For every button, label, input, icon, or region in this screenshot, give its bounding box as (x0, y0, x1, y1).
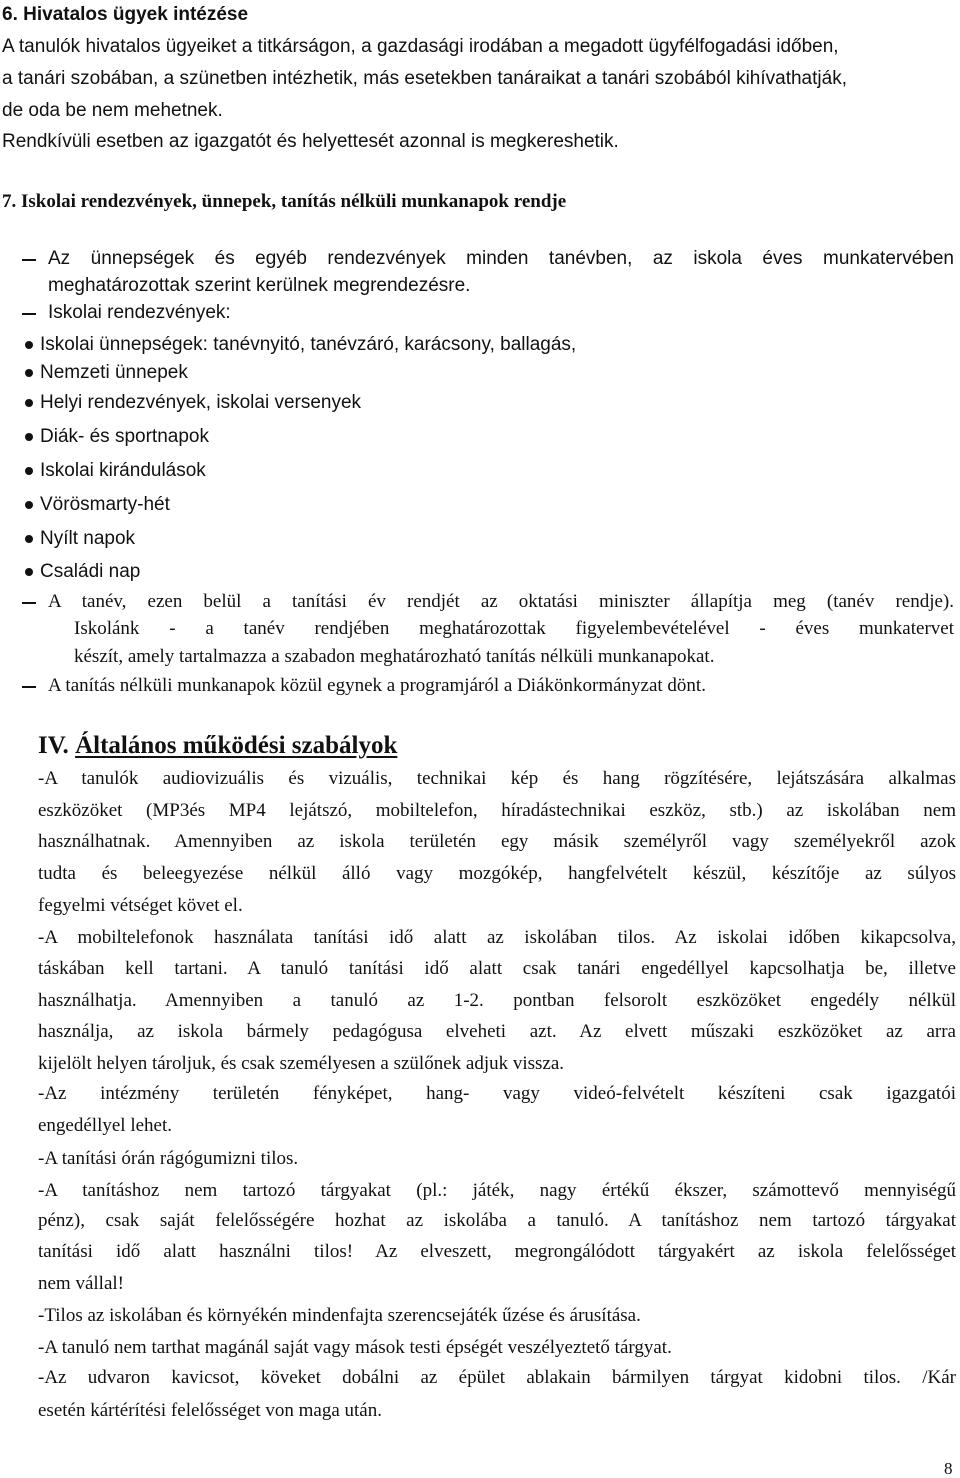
bullet-icon (22, 532, 36, 546)
dash-bullet-icon (22, 686, 36, 688)
section-iv-line: eszközöket (MP3és MP4 lejátszó, mobiltelefon, híradástechnikai eszköz, stb.) az iskolában nem (38, 800, 956, 821)
bullet-icon (22, 565, 36, 579)
list-item: Helyi rendezvények, iskolai versenyek (40, 392, 362, 413)
section-6-line: a tanári szobában, a szünetben intézhetik, más esetekben tanáraikat a tanári szobából kihívathatják, (2, 68, 847, 89)
bullet-icon (22, 396, 36, 410)
section-iv-line: -A tanítási órán rágógumizni tilos. (38, 1148, 299, 1169)
section-iv-line: használhatnak. Amennyiben az iskola területén egy másik személyről vagy személyekről azok (38, 831, 956, 852)
section-iv-line: -A tanulók audiovizuális és vizuális, technikai kép és hang rögzítésére, lejátszására alkalmas (38, 768, 956, 789)
section-iv-line: -A tanításhoz nem tartozó tárgyakat (pl.: játék, nagy értékű ékszer, számottevő mennyiségű (38, 1180, 956, 1201)
section-iv-line: tudta és beleegyezése nélkül álló vagy mozgókép, hangfelvételt készül, készítője az súlyos (38, 863, 956, 884)
section-iv-line: használhatja. Amennyiben a tanuló az 1-2. pontban felsorolt eszközöket engedély nélkül (38, 990, 956, 1011)
dash-bullet-icon (22, 313, 36, 315)
section-7-paragraph-line: A tanév, ezen belül a tanítási év rendjét az oktatási miniszter állapítja meg (tanév rendje). (48, 591, 954, 612)
section-iv-line: -A mobiltelefonok használata tanítási idő alatt az iskolában tilos. Az iskolai időben kikapcsolva, (38, 927, 956, 948)
section-7-list-heading: Iskolai rendezvények: (48, 302, 231, 323)
section-iv-line: -Tilos az iskolában és környékén mindenfajta szerencsejáték űzése és árusítása. (38, 1305, 641, 1326)
section-iv-line: kijelölt helyen tároljuk, és csak személyesen a szülőnek adjuk vissza. (38, 1053, 565, 1074)
section-6-line: de oda be nem mehetnek. (2, 100, 223, 121)
list-item: Diák- és sportnapok (40, 426, 209, 447)
section-iv-title: Általános működési szabályok (75, 732, 398, 759)
section-iv-line: használja, az iskola bármely pedagógusa elveheti azt. Az elvett műszaki eszközöket az arra (38, 1021, 956, 1042)
section-7-title: 7. Iskolai rendezvények, ünnepek, tanítás nélküli munkanapok rendje (2, 191, 567, 212)
section-iv-line: fegyelmi vétséget követ el. (38, 895, 243, 916)
list-item: Iskolai kirándulások (40, 460, 206, 481)
bullet-icon (22, 338, 36, 352)
section-iv-line: táskában kell tartani. A tanuló tanítási idő alatt csak tanári engedéllyel kapcsolhatja be, illetve (38, 958, 956, 979)
section-6-line: Rendkívüli esetben az igazgatót és helyettesét azonnal is megkereshetik. (2, 131, 619, 152)
bullet-icon (22, 498, 36, 512)
section-iv-line: tanítási idő alatt használni tilos! Az elveszett, megrongálódott tárgyakért az iskola felelősséget (38, 1241, 956, 1262)
section-7-paragraph-line: Iskolánk - a tanév rendjében meghatározottak figyelembevételével - éves munkatervet (74, 618, 954, 639)
section-iv-heading (38, 731, 397, 761)
list-item: Nemzeti ünnepek (40, 362, 188, 383)
page-number: 8 (944, 1459, 953, 1478)
section-iv-line: engedéllyel lehet. (38, 1115, 172, 1136)
section-7-paragraph-line: meghatározottak szerint kerülnek megrendezésre. (48, 275, 471, 296)
section-7-paragraph-line: Az ünnepségek és egyéb rendezvények minden tanévben, az iskola éves munkatervében (48, 248, 954, 269)
section-7-paragraph-line: A tanítás nélküli munkanapok közül egynek a programjáról a Diákönkormányzat dönt. (48, 675, 706, 696)
section-iv-line: pénz), csak saját felelősségére hozhat az iskolába a tanuló. A tanításhoz nem tartozó tárgyakat (38, 1210, 956, 1231)
section-iv-line: esetén kártérítési felelősséget von maga után. (38, 1400, 382, 1421)
section-6-line: A tanulók hivatalos ügyeiket a titkárságon, a gazdasági irodában a megadott ügyfélfogadási időben, (2, 36, 839, 57)
section-6-title: 6. Hivatalos ügyek intézése (2, 4, 249, 25)
list-item: Nyílt napok (40, 528, 136, 549)
list-item: Vörösmarty-hét (40, 494, 170, 515)
dash-bullet-icon (22, 602, 36, 604)
dash-bullet-icon (22, 259, 36, 261)
bullet-icon (22, 366, 36, 380)
list-item: Családi nap (40, 561, 141, 582)
section-iv-line: nem vállal! (38, 1273, 124, 1294)
section-iv-line: -Az udvaron kavicsot, köveket dobálni az épület ablakain bármilyen tárgyat kidobni tilos. /Kár (38, 1367, 956, 1388)
list-item: Iskolai ünnepségek: tanévnyitó, tanévzáró, karácsony, ballagás, (40, 334, 577, 355)
bullet-icon (22, 430, 36, 444)
section-iv-line: -Az intézmény területén fényképet, hang- vagy videó-felvételt készíteni csak igazgatói (38, 1083, 956, 1104)
section-7-paragraph-line: készít, amely tartalmazza a szabadon meghatározható tanítás nélküli munkanapokat. (74, 646, 715, 667)
bullet-icon (22, 464, 36, 478)
section-iv-line: -A tanuló nem tarthat magánál saját vagy mások testi épségét veszélyeztető tárgyat. (38, 1337, 672, 1358)
section-iv-number: IV. (38, 732, 69, 759)
